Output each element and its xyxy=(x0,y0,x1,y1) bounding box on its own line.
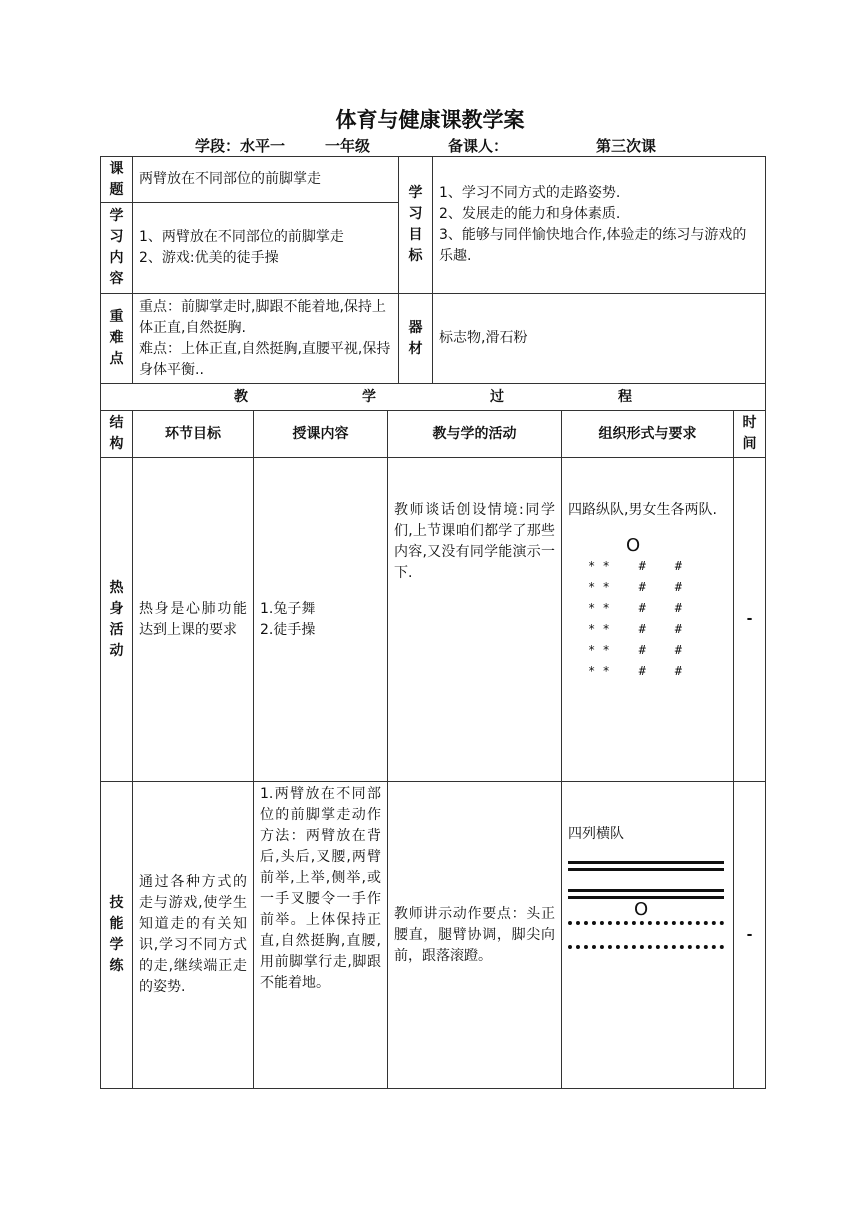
column-formation: * * # # * * # # * * # # * * # # * * # # * * # # xyxy=(588,559,682,678)
table-row xyxy=(101,458,766,782)
line-formation-row xyxy=(568,861,724,864)
lesson-info-table xyxy=(100,156,766,384)
teaching-process-table xyxy=(100,383,766,1089)
teacher-marker: O xyxy=(634,899,649,920)
warmup-goal: 热身是心肺功能达到上课的要求 xyxy=(133,458,254,782)
warmup-organization: 四路纵队,男女生各两队. O * * # # * * # # * * # # * * # # * * # # * * # # xyxy=(562,458,734,782)
warmup-content: 1.兔子舞 2.徒手操 xyxy=(254,458,388,782)
time-header: 时 间 xyxy=(734,411,766,458)
warmup-structure: 热 身 活 动 xyxy=(101,458,133,782)
grade-label: 一年级 xyxy=(325,137,371,155)
activity-header: 教与学的活动 xyxy=(388,411,562,458)
line-formation-row xyxy=(568,889,724,892)
goals-value: 1、学习不同方式的走路姿势. 2、发展走的能力和身体素质. 3、能够与同伴愉快地合作,体验走的练习与游戏的乐趣. xyxy=(433,157,766,294)
table-row xyxy=(101,782,766,1089)
skill-content: 1.两臂放在不同部位的前脚掌走动作方法：两臂放在背后,头后,叉腰,两臂前举,上举,侧举,或一手叉腰令一手作前举。上体保持正直,自然挺胸,直腰,用前脚掌行走,脚跟不能着地。 xyxy=(254,782,388,1089)
lesson-label: 第三次课 xyxy=(596,137,657,155)
content-label: 学 习 内 容 xyxy=(101,203,133,294)
organization-header: 组织形式与要求 xyxy=(562,411,734,458)
teacher-marker: O xyxy=(626,535,641,556)
skill-organization: 四列横队 O xyxy=(562,782,734,1089)
warmup-activity: 教师谈话创设情境:同学们,上节课咱们都学了那些内容,又没有同学能演示一下. xyxy=(388,458,562,782)
process-title: 教 学 过 程 xyxy=(101,384,766,411)
goals-label: 学 习 目 标 xyxy=(399,157,433,294)
topic-label: 课 题 xyxy=(101,157,133,203)
content-header: 授课内容 xyxy=(254,411,388,458)
content-value: 1、两臂放在不同部位的前脚掌走 2、游戏:优美的徒手操 xyxy=(133,203,399,294)
key-points-value: 重点：前脚掌走时,脚跟不能着地,保持上体正直,自然挺胸. 难点：上体正直,自然挺胸,直腰平视,保持身体平衡.. xyxy=(133,294,399,384)
skill-activity: 教师讲示动作要点：头正腰直，腿臂协调，脚尖向前，跟落滚蹬。 xyxy=(388,782,562,1089)
topic-value: 两臂放在不同部位的前脚掌走 xyxy=(133,157,399,203)
skill-structure: 技 能 学 练 xyxy=(101,782,133,1089)
key-points-label: 重 难 点 xyxy=(101,294,133,384)
skill-time: - xyxy=(734,782,766,1089)
warmup-time: - xyxy=(734,458,766,782)
preparer-label: 备课人： xyxy=(448,137,509,155)
structure-header: 结 构 xyxy=(101,411,133,458)
line-formation-row xyxy=(568,945,724,949)
goal-header: 环节目标 xyxy=(133,411,254,458)
skill-goal: 通过各种方式的走与游戏,使学生知道走的有关知识,学习不同方式的走,继续端正走的姿势. xyxy=(133,782,254,1089)
stage-label: 学段：水平一 xyxy=(195,137,286,155)
page-title: 体育与健康课教学案 xyxy=(335,108,525,132)
equipment-value: 标志物,滑石粉 xyxy=(433,294,766,384)
equipment-label: 器 材 xyxy=(399,294,433,384)
